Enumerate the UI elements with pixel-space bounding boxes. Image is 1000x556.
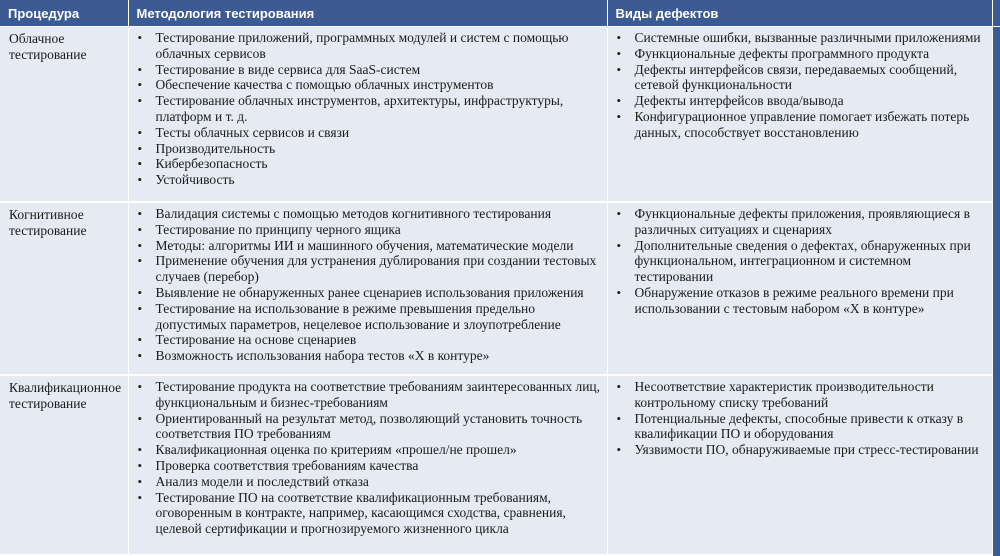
list-item: • Ориентированный на результат метод, позволяющий установить точность соответствия ПО требованиям: [137, 411, 603, 443]
methodology-cell: [128, 375, 607, 555]
list-item: • Валидация системы с помощью методов когнитивного тестирования: [137, 206, 603, 222]
row-edge: [992, 27, 1000, 203]
row-edge: [992, 375, 1000, 555]
list-item: • Квалификационная оценка по критериям «прошел/не прошел»: [137, 442, 603, 458]
header-methodology: Методология тестирования: [128, 0, 607, 27]
list-item: • Функциональные дефекты приложения, проявляющиеся в различных ситуациях и сценариях: [616, 206, 988, 238]
defects-cell: [607, 375, 992, 555]
defects-cell: [607, 27, 992, 203]
list-item: • Анализ модели и последствий отказа: [137, 474, 603, 490]
list-item: • Производительность: [137, 141, 603, 157]
list-item: • Дефекты интерфейсов связи, передаваемых сообщений, сетевой функциональности: [616, 62, 988, 94]
list-item: • Тестирование в виде сервиса для SaaS-систем: [137, 62, 603, 78]
list-item: • Несоответствие характеристик производительности контрольному списку требований: [616, 379, 988, 411]
list-item: • Тестирование приложений, программных модулей и систем с помощью облачных сервисов: [137, 30, 603, 62]
header-defects: Виды дефектов: [607, 0, 992, 27]
procedure-cell: Облачное тестирование: [0, 27, 128, 203]
list-item: • Проверка соответствия требованиям качества: [137, 458, 603, 474]
defects-cell: [607, 202, 992, 375]
procedure-cell: Квалификационное тестирование: [0, 375, 128, 555]
list-item: • Функциональные дефекты программного продукта: [616, 46, 988, 62]
header-row: [0, 0, 1000, 27]
list-item: • Выявление не обнаруженных ранее сценариев использования приложения: [137, 285, 603, 301]
list-item: • Применение обучения для устранения дублирования при создании тестовых случаев (перебор): [137, 253, 603, 285]
list-item: • Тестирование продукта на соответствие требованиям заинтересованных лиц, функциональным и бизнес-требованиям: [137, 379, 603, 411]
methodology-cell: [128, 27, 607, 203]
list-item: • Дефекты интерфейсов ввода/вывода: [616, 93, 988, 109]
list-item: • Кибербезопасность: [137, 156, 603, 172]
list-item: • Тестирование облачных инструментов, архитектуры, инфраструктуры, платформ и т. д.: [137, 93, 603, 125]
list-item: • Тесты облачных сервисов и связи: [137, 125, 603, 141]
table-row: [0, 202, 1000, 375]
list-item: • Тестирование на основе сценариев: [137, 332, 603, 348]
list-item: • Тестирование на использование в режиме превышения предельно допустимых параметров, нецелевое использование и злоупотребление: [137, 301, 603, 333]
list-item: • Дополнительные сведения о дефектах, обнаруженных при функциональном, интеграционном и системном тестировании: [616, 238, 988, 285]
list-item: • Конфигурационное управление помогает избежать потерь данных, способствует восстановлению: [616, 109, 988, 141]
table-row: [0, 27, 1000, 203]
list-item: • Методы: алгоритмы ИИ и машинного обучения, математические модели: [137, 238, 603, 254]
list-item: • Тестирование по принципу черного ящика: [137, 222, 603, 238]
header-edge: [992, 0, 1000, 27]
list-item: • Уязвимости ПО, обнаруживаемые при стресс-тестировании: [616, 442, 988, 458]
row-edge: [992, 202, 1000, 375]
list-item: • Обнаружение отказов в режиме реального времени при использовании с тестовым набором «X в контуре»: [616, 285, 988, 317]
list-item: • Системные ошибки, вызванные различными приложениями: [616, 30, 988, 46]
procedure-cell: Когнитивное тестирование: [0, 202, 128, 375]
table-row: [0, 375, 1000, 555]
list-item: • Обеспечение качества с помощью облачных инструментов: [137, 77, 603, 93]
list-item: • Устойчивость: [137, 172, 603, 188]
list-item: • Возможность использования набора тестов «X в контуре»: [137, 348, 603, 364]
list-item: • Потенциальные дефекты, способные привести к отказу в квалификации ПО и оборудования: [616, 411, 988, 443]
list-item: • Тестирование ПО на соответствие квалификационным требованиям, оговоренным в контракте, например, касающимся сходства, сравнения, целевой сертификации и прогнозируемого жизненного цикла: [137, 490, 603, 537]
methodology-cell: [128, 202, 607, 375]
header-procedure: Процедура: [0, 0, 128, 27]
